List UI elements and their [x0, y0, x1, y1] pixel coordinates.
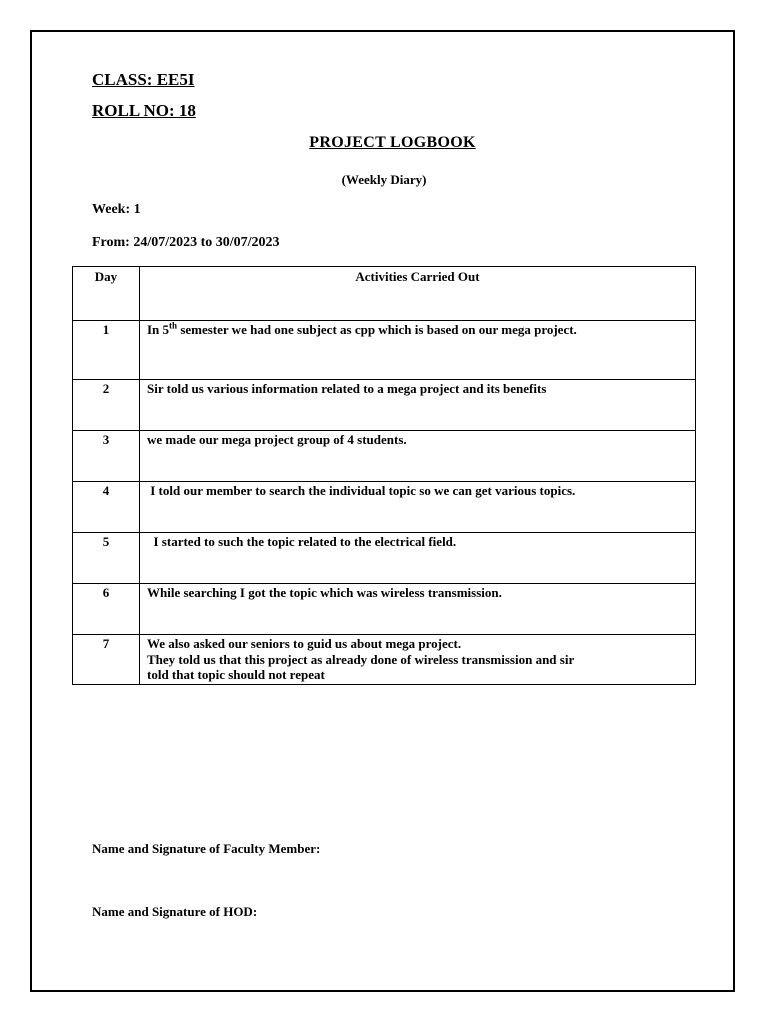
- faculty-signature-label: Name and Signature of Faculty Member:: [92, 841, 321, 856]
- activity-text-part: semester we had one subject as cpp which is based on our mega project.: [177, 322, 577, 337]
- week-label: Week: 1: [92, 202, 141, 217]
- date-range-label: From: 24/07/2023 to 30/07/2023: [92, 235, 280, 250]
- activity-line: We also asked our seniors to guid us about mega project.: [147, 636, 462, 651]
- day-number: 2: [73, 380, 140, 431]
- activity-line: They told us that this project as already done of wireless transmission and sir: [147, 652, 575, 667]
- activity-line: I started to such the topic related to the electrical field.: [147, 534, 457, 549]
- activity-line: told that topic should not repeat: [147, 667, 325, 682]
- day-number: 3: [73, 431, 140, 482]
- class-label: CLASS: EE5I: [92, 70, 195, 89]
- day-column-header: Day: [73, 267, 140, 321]
- day-number: 5: [73, 533, 140, 584]
- table-row: [73, 431, 696, 482]
- hod-signature-label: Name and Signature of HOD:: [92, 904, 258, 919]
- table-row: [73, 482, 696, 533]
- table-header-row: [73, 267, 696, 321]
- activity-line: While searching I got the topic which was wireless transmission.: [147, 585, 502, 600]
- table-row: [73, 635, 696, 685]
- roll-number-label: ROLL NO: 18: [92, 101, 196, 120]
- document-title: PROJECT LOGBOOK: [309, 134, 476, 151]
- activity-text: [140, 380, 696, 431]
- activity-line: Sir told us various information related to a mega project and its benefits: [147, 381, 547, 396]
- day-number: 4: [73, 482, 140, 533]
- document-subtitle: (Weekly Diary): [341, 172, 427, 187]
- activity-text: [140, 482, 696, 533]
- activity-line: [147, 322, 577, 337]
- activity-text: [140, 635, 696, 685]
- table-row: [73, 584, 696, 635]
- activity-text: [140, 533, 696, 584]
- table-row: [73, 380, 696, 431]
- ordinal-suffix: th: [169, 320, 178, 331]
- activity-line: I told our member to search the individual topic so we can get various topics.: [147, 483, 576, 498]
- table-row: [73, 321, 696, 380]
- day-number: 6: [73, 584, 140, 635]
- activities-column-header: Activities Carried Out: [140, 267, 696, 321]
- activity-log-table: [72, 266, 696, 685]
- activity-text: [140, 321, 696, 380]
- table-row: [73, 533, 696, 584]
- day-number: 1: [73, 321, 140, 380]
- activity-text: [140, 431, 696, 482]
- activity-text: [140, 584, 696, 635]
- day-number: 7: [73, 635, 140, 685]
- activity-text-part: In 5: [147, 322, 170, 337]
- activity-line: we made our mega project group of 4 students.: [147, 432, 407, 447]
